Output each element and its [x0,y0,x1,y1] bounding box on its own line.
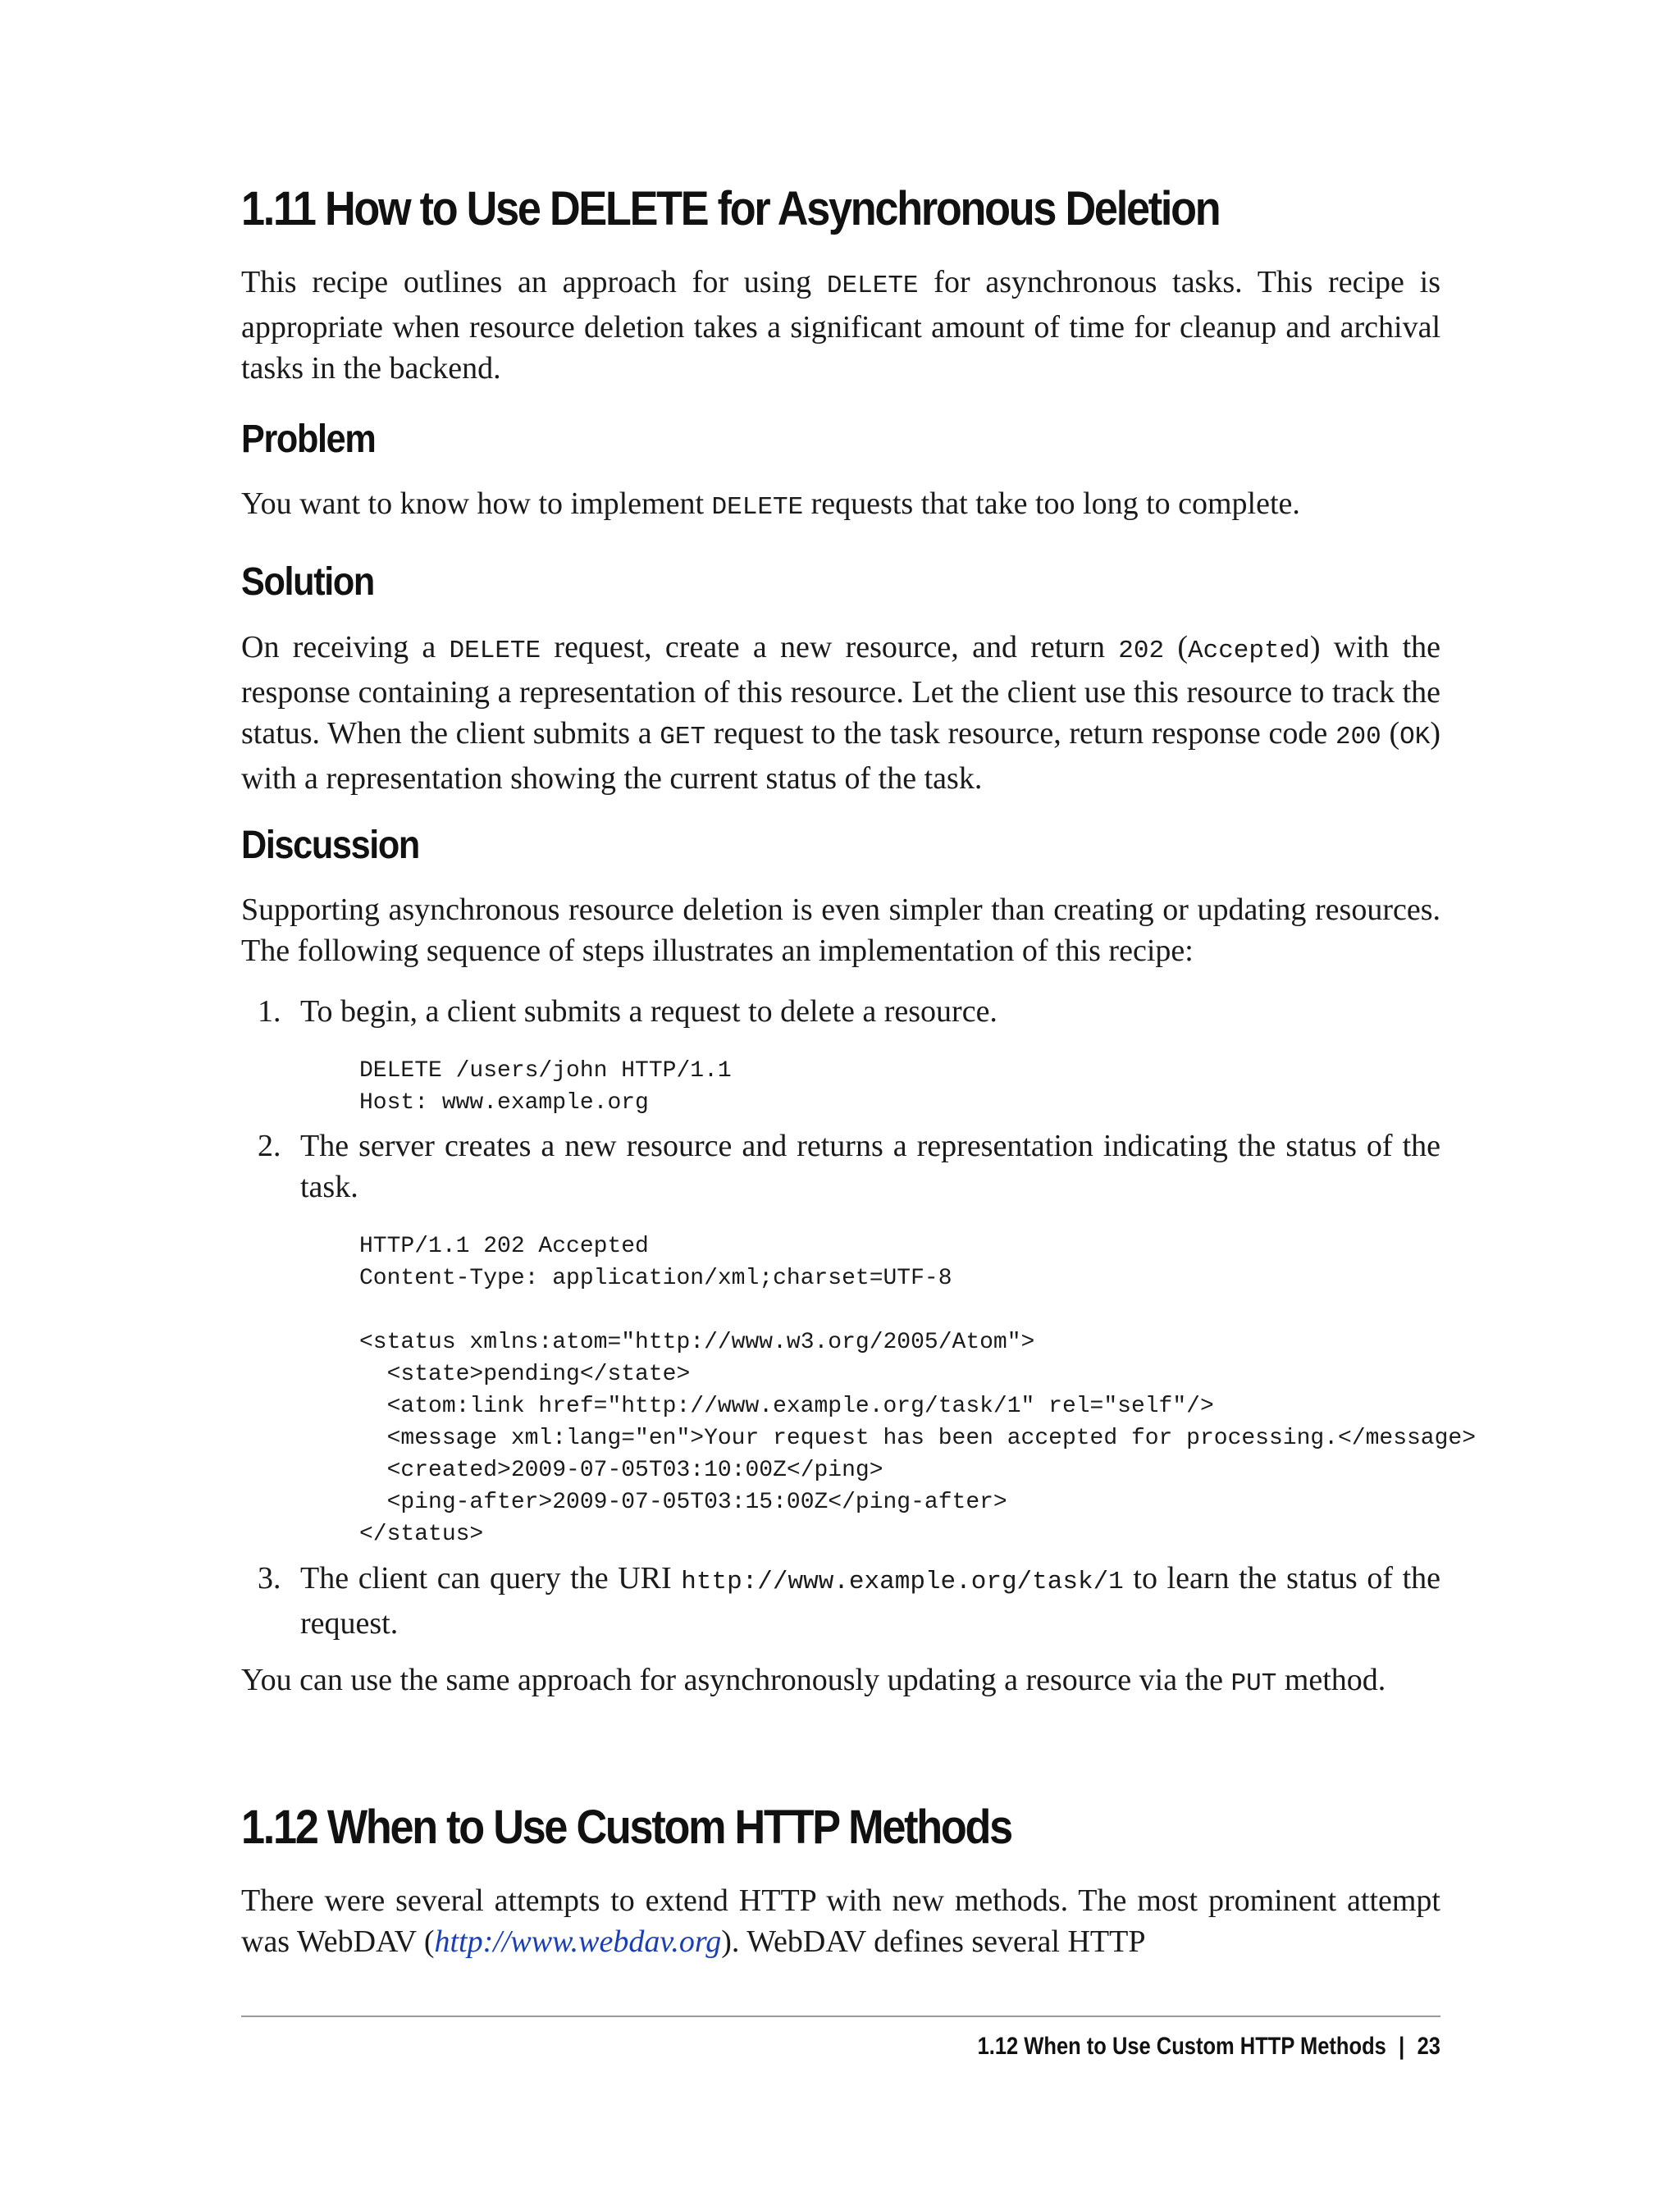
inline-code: DELETE [449,637,541,665]
closing-paragraph: You can use the same approach for asynchronously updating a resource via the PUT method. [241,1663,1386,1698]
list-number: 2. [258,1129,281,1163]
footer-rule [241,2016,1440,2017]
inline-code: PUT [1230,1669,1277,1698]
discussion-paragraph: Supporting asynchronous resource deletion is even simpler than creating or updating resources. The following sequence of steps illustrates an implementation of this recipe: [241,892,1440,968]
section-heading-1-11: 1.11 How to Use DELETE for Asynchronous Deletion [241,182,1220,235]
problem-heading: Problem [241,418,376,461]
solution-heading: Solution [241,560,374,604]
list-number: 3. [258,1561,281,1596]
inline-code: 200 [1335,723,1381,751]
webdav-link[interactable]: http://www.webdav.org [434,1924,722,1959]
inline-code: DELETE [826,272,919,300]
code-block: DELETE /users/john HTTP/1.1 Host: www.example.org [359,1058,732,1116]
section-heading-1-12: 1.12 When to Use Custom HTTP Methods [241,1801,1011,1854]
inline-code: http://www.example.org/task/1 [681,1568,1124,1596]
discussion-heading: Discussion [241,824,419,867]
inline-code: 202 [1118,637,1165,665]
list-item [241,991,1440,1032]
page-footer [978,2033,1440,2061]
solution-paragraph: On receiving a DELETE request, create a new resource, and return 202 (Accepted) with the response containing a representation of this resource. Let the client use this resource to track the status. When the client submits a GET request to the task resource, return response code 200 (OK) with a representation showing the current status of the task. [241,630,1440,796]
list-number: 1. [258,994,281,1029]
running-footer-title: 1.12 When to Use Custom HTTP Methods [977,2033,1386,2060]
list-item [241,1125,1440,1208]
list-item-text: The server creates a new resource and returns a representation indicating the status of the task. [300,1129,1440,1204]
page-number: 23 [1417,2033,1440,2060]
list-item-text: To begin, a client submits a request to delete a resource. [300,994,998,1029]
section-1-12-paragraph: There were several attempts to extend HTTP with new methods. The most prominent attempt was WebDAV (http://www.webdav.org). WebDAV defines several HTTP [241,1883,1440,1959]
footer-separator: | [1399,2033,1405,2060]
intro-paragraph: This recipe outlines an approach for using DELETE for asynchronous tasks. This recipe is appropriate when resource deletion takes a significant amount of time for cleanup and archival tasks in the backend. [241,265,1440,386]
inline-code: OK [1399,723,1431,751]
inline-code: Accepted [1187,637,1310,665]
problem-paragraph: You want to know how to implement DELETE requests that take too long to complete. [241,486,1300,522]
inline-code: DELETE [711,493,804,522]
list-item-text: The client can query the URI http://www.example.org/task/1 to learn the status of the request. [300,1561,1441,1641]
list-item [241,1558,1440,1644]
code-block: HTTP/1.1 202 Accepted Content-Type: application/xml;charset=UTF-8 <status xmlns:atom="http://www.w3.org/2005/Atom"> <state>pending</state> <atom:link href="http://www.example.org/task/1" rel="self"/> <message xml:lang="en">Your request has been accepted for processing.</message> <created>2009-07-05T03:10:00Z</ping> <ping-after>2009-07-05T03:15:00Z</ping-after> </status> [359,1234,1477,1547]
inline-code: GET [660,723,706,751]
